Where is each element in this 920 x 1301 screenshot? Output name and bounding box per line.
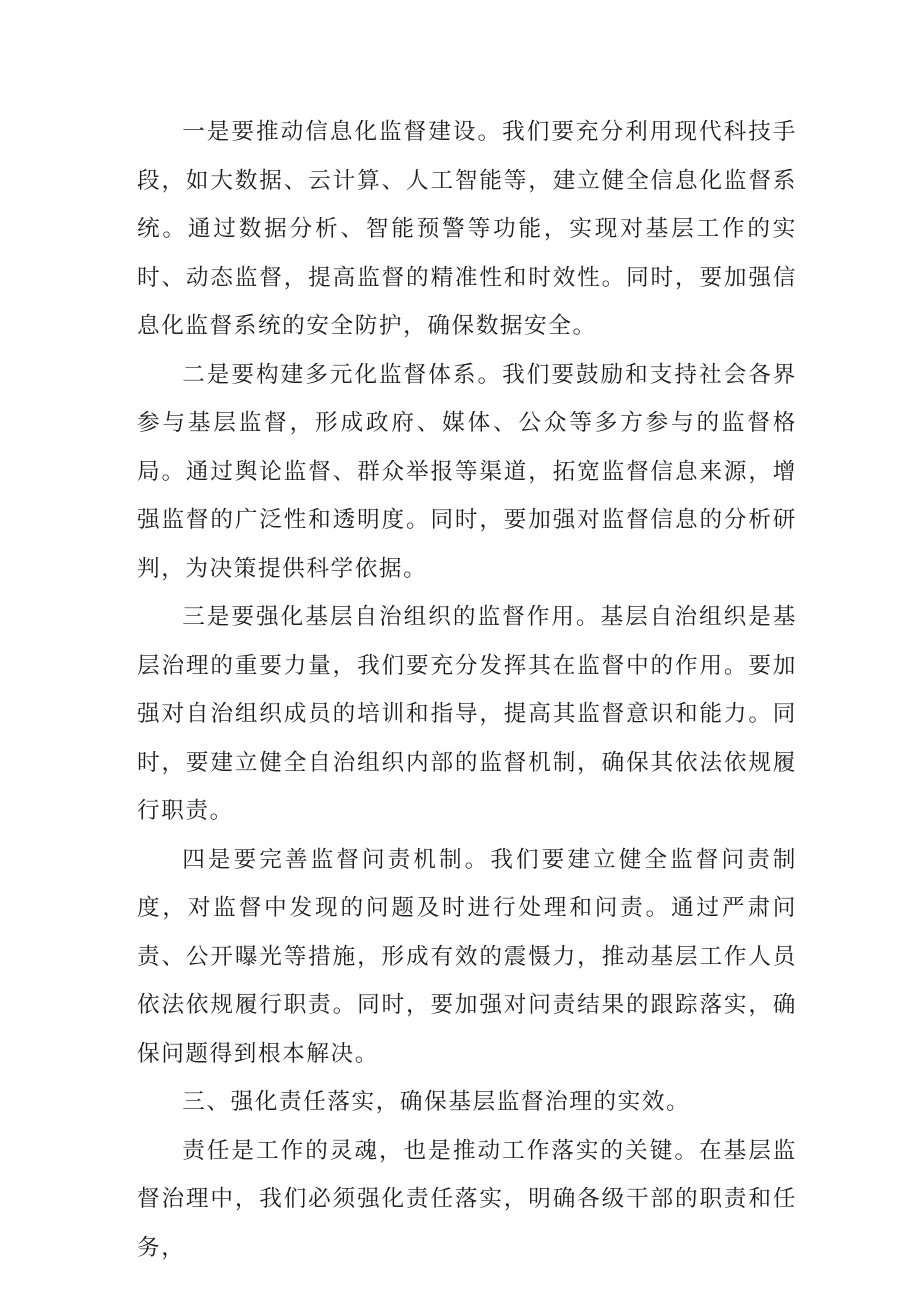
paragraph-informatized-supervision: 一是要推动信息化监督建设。我们要充分利用现代科技手段，如大数据、云计算、人工智能等，建立健全信息化监督系统。通过数据分析、智能预警等功能，实现对基层工作的实时、动态监督，提高监督的精准性和时效性。同时，要加强信息化监督系统的安全防护，确保数据安全。 <box>137 119 797 339</box>
paragraph-self-governance-supervision: 三是要强化基层自治组织的监督作用。基层自治组织是基层治理的重要力量，我们要充分发挥其在监督中的作用。要加强对自治组织成员的培训和指导，提高其监督意识和能力。同时，要建立健全自治组织内部的监督机制，确保其依法依规履行职责。 <box>137 604 797 824</box>
document-body <box>137 108 797 1272</box>
paragraph-accountability-mechanism: 四是要完善监督问责机制。我们要建立健全监督问责制度，对监督中发现的问题及时进行处理和问责。通过严肃问责、公开曝光等措施，形成有效的震慑力，推动基层工作人员依法依规履行职责。同时，要加强对问责结果的跟踪落实，确保问题得到根本解决。 <box>137 846 797 1067</box>
section-heading-responsibility: 三、强化责任落实，确保基层监督治理的实效。 <box>182 1089 691 1115</box>
paragraph-diversified-supervision: 二是要构建多元化监督体系。我们要鼓励和支持社会各界参与基层监督，形成政府、媒体、公众等多方参与的监督格局。通过舆论监督、群众举报等渠道，拓宽监督信息来源，增强监督的广泛性和透明度。同时，要加强对监督信息的分析研判，为决策提供科学依据。 <box>137 361 797 582</box>
paragraph-responsibility: 责任是工作的灵魂，也是推动工作落实的关键。在基层监督治理中，我们必须强化责任落实，明确各级干部的职责和任务， <box>137 1137 797 1261</box>
